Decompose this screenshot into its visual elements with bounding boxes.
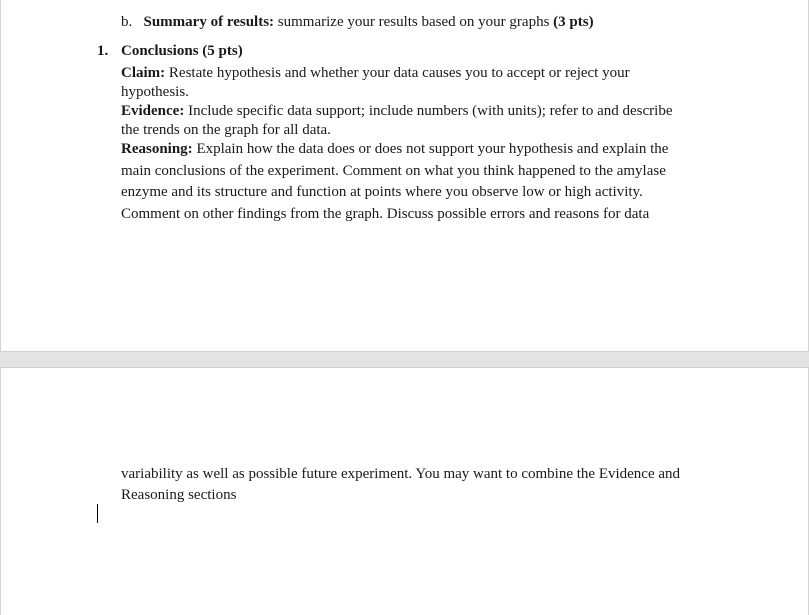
reasoning-label: Reasoning: [121,141,193,157]
claim-label: Claim: [121,65,166,81]
reasoning-text-1: Explain how the data does or does not support your hypothesis and explain the [192,141,669,157]
reasoning-line-1 [121,139,668,159]
summary-text: summarize your results based on your graphs [274,14,554,30]
conclusions-number: 1. [97,43,109,59]
page-gap [0,352,809,367]
reasoning-line-2: main conclusions of the experiment. Comment on what you think happened to the amylase [121,163,666,179]
conclusions-heading: Conclusions (5 pts) [121,43,243,59]
continuation-line-2: Reasoning sections [121,487,237,503]
evidence-line-2: the trends on the graph for all data. [121,122,331,138]
summary-line [121,12,594,32]
summary-marker: b. [121,14,133,30]
claim-text-1: Restate hypothesis and whether your data causes you to accept or reject your [165,65,630,81]
reasoning-line-4: Comment on other findings from the graph. Discuss possible errors and reasons for data [121,206,650,222]
summary-points: (3 pts) [553,14,594,30]
claim-line-1 [121,63,630,83]
evidence-text-1: Include specific data support; include numbers (with units); refer to and describe [184,103,673,119]
text-cursor [97,504,98,523]
evidence-line-1 [121,101,673,121]
evidence-label: Evidence: [121,103,185,119]
reasoning-line-3: enzyme and its structure and function at points where you observe low or high activity. [121,184,643,200]
continuation-line-1: variability as well as possible future experiment. You may want to combine the Evidence and [121,466,681,482]
document-page-2[interactable] [0,367,809,615]
summary-label: Summary of results: [143,14,275,30]
claim-line-2: hypothesis. [121,84,189,100]
